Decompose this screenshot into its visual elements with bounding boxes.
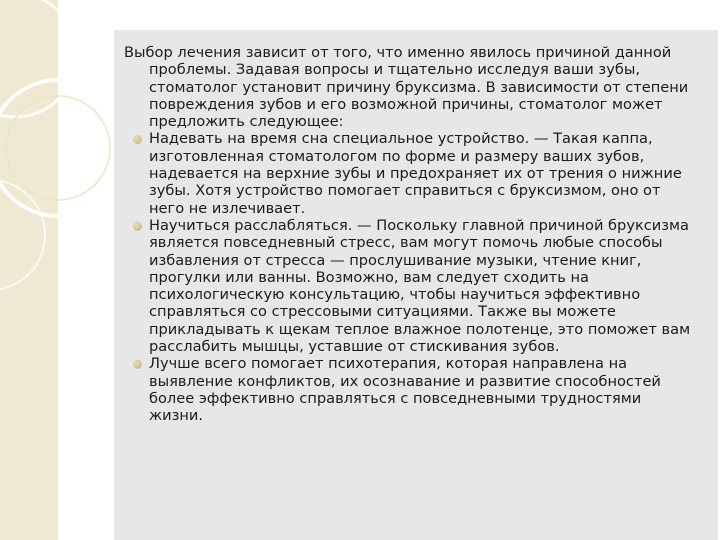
bullet-icon (133, 135, 142, 144)
bullet-icon (133, 222, 142, 231)
list-item (124, 355, 694, 424)
slide-body (124, 44, 694, 425)
list-item-text: Надевать на время сна специальное устройство. — Такая каппа, изготовленная стоматологом по форме и размеру ваших зубов, надевается на верхние зубы и предохраняет их от трения о нижние зубы. Хотя устройство помогает справиться с бруксизмом, оно от него не излечивает. (149, 130, 682, 217)
bullet-icon (133, 360, 142, 369)
list-item-text: Научиться расслабляться. — Поскольку главной причиной бруксизма является повседневный стресс, вам могут помочь любые способы избавления от стресса — прослушивание музыки, чтение книг, прогулки или ванны. Возможно, вам следует сходить на психологическую консультацию, чтобы научиться эффективно справляться со стрессовыми ситуациями. Также вы можете прикладывать к щекам теплое влажное полотенце, это поможет вам расслабить мышцы, уставшие от стискивания зубов. (149, 216, 691, 356)
list-item (124, 217, 694, 355)
list-item-text: Лучше всего помогает психотерапия, которая направлена на выявление конфликтов, их осознавание и развитие способностей более эффективно справляться с повседневными трудностями жизни. (149, 355, 661, 425)
list-item (124, 130, 694, 216)
intro-paragraph: Выбор лечения зависит от того, что именно явилось причиной данной проблемы. Задавая вопросы и тщательно исследуя ваши зубы, стоматолог установит причину бруксизма. В зависимости от степени повреждения зубов и его возможной причины, стоматолог может предложить следующее: (124, 44, 689, 131)
